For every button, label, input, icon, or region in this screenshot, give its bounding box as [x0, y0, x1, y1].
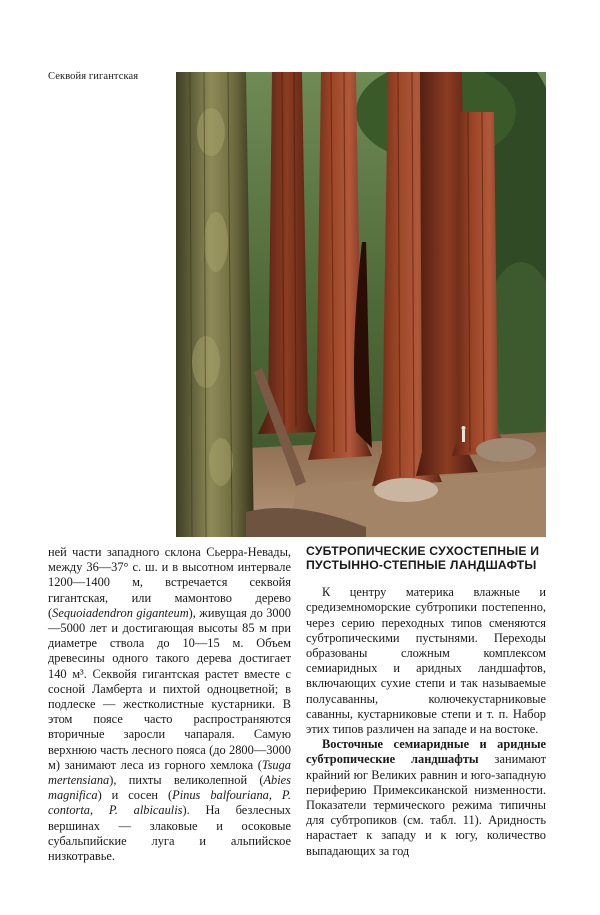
latin-name: Pinus balfouriana, P. contorta, P. albicaulis [48, 788, 291, 818]
text-run: ). На безлесных вершинах — злаковые и осоковые субальпийские луга и альпийское низкотравье. [48, 803, 291, 864]
left-text-column [48, 545, 291, 864]
text-run: занимают крайний юг Великих равнин и юго-западную периферию Примексиканской низменности. Показатели термического режима типичны для субтропиков (см. табл. 11). Аридность нарастает к западу и к югу, количество выпадающих за год [306, 752, 546, 858]
figure-caption: Секвойя гигантская [48, 71, 139, 82]
body-paragraph [48, 545, 291, 864]
text-run: ) и сосен ( [97, 788, 173, 803]
section-heading: СУБТРОПИЧЕСКИЕ СУХОСТЕПНЫЕ И ПУСТЫННО-СТЕПНЫЕ ЛАНДШАФТЫ [306, 544, 540, 572]
sequoia-forest-photo [176, 72, 546, 537]
text-run: ), пихты великолепной ( [109, 773, 264, 788]
subsection-lead: Восточные семиаридные и аридные субтропические ландшафты [306, 737, 546, 767]
latin-name: Sequoiadendron giganteum [52, 605, 189, 620]
body-paragraph: К центру материка влажные и средиземноморские субтропики постепенно, через серию переходных типов сменяются субтропическими пустынями. Переходы образованы сложным комплексом семиаридных и аридных ландшафтов, включающих сухие степи и так называемые полусаванны, колючекустарниковые саванны, кустарниковые степи и т. п. Набор этих типов различен на западе и на востоке. [306, 585, 546, 737]
latin-name: Tsuga mertensiana [48, 757, 291, 788]
text-run: ней части западного склона Сьерра-Невады, между 36—37° с. ш. и в высотном интервале 1200—1400 м, встречается секвойя гигантская, или мамонтово дерево ( [48, 545, 291, 620]
latin-name: Abies magnifica [48, 773, 291, 803]
right-text-column [306, 545, 546, 859]
body-paragraph [306, 737, 546, 859]
text-run: ), живущая до 3000—5000 лет и достигающая высоты 85 м при диаметре ствола до 10—15 м. Объем древесины одного такого дерева достигает 140 м³. Секвойя гигантская растет вместе с сосной Ламберта и пихтой одноцветной; в подлеске — жестколистные кустарники. В этом поясе часто распространяются вторичные заросли чапараля. Самую верхнюю часть лесного пояса (до 2800—3000 м) занимают леса из горного хемлока ( [48, 605, 291, 772]
